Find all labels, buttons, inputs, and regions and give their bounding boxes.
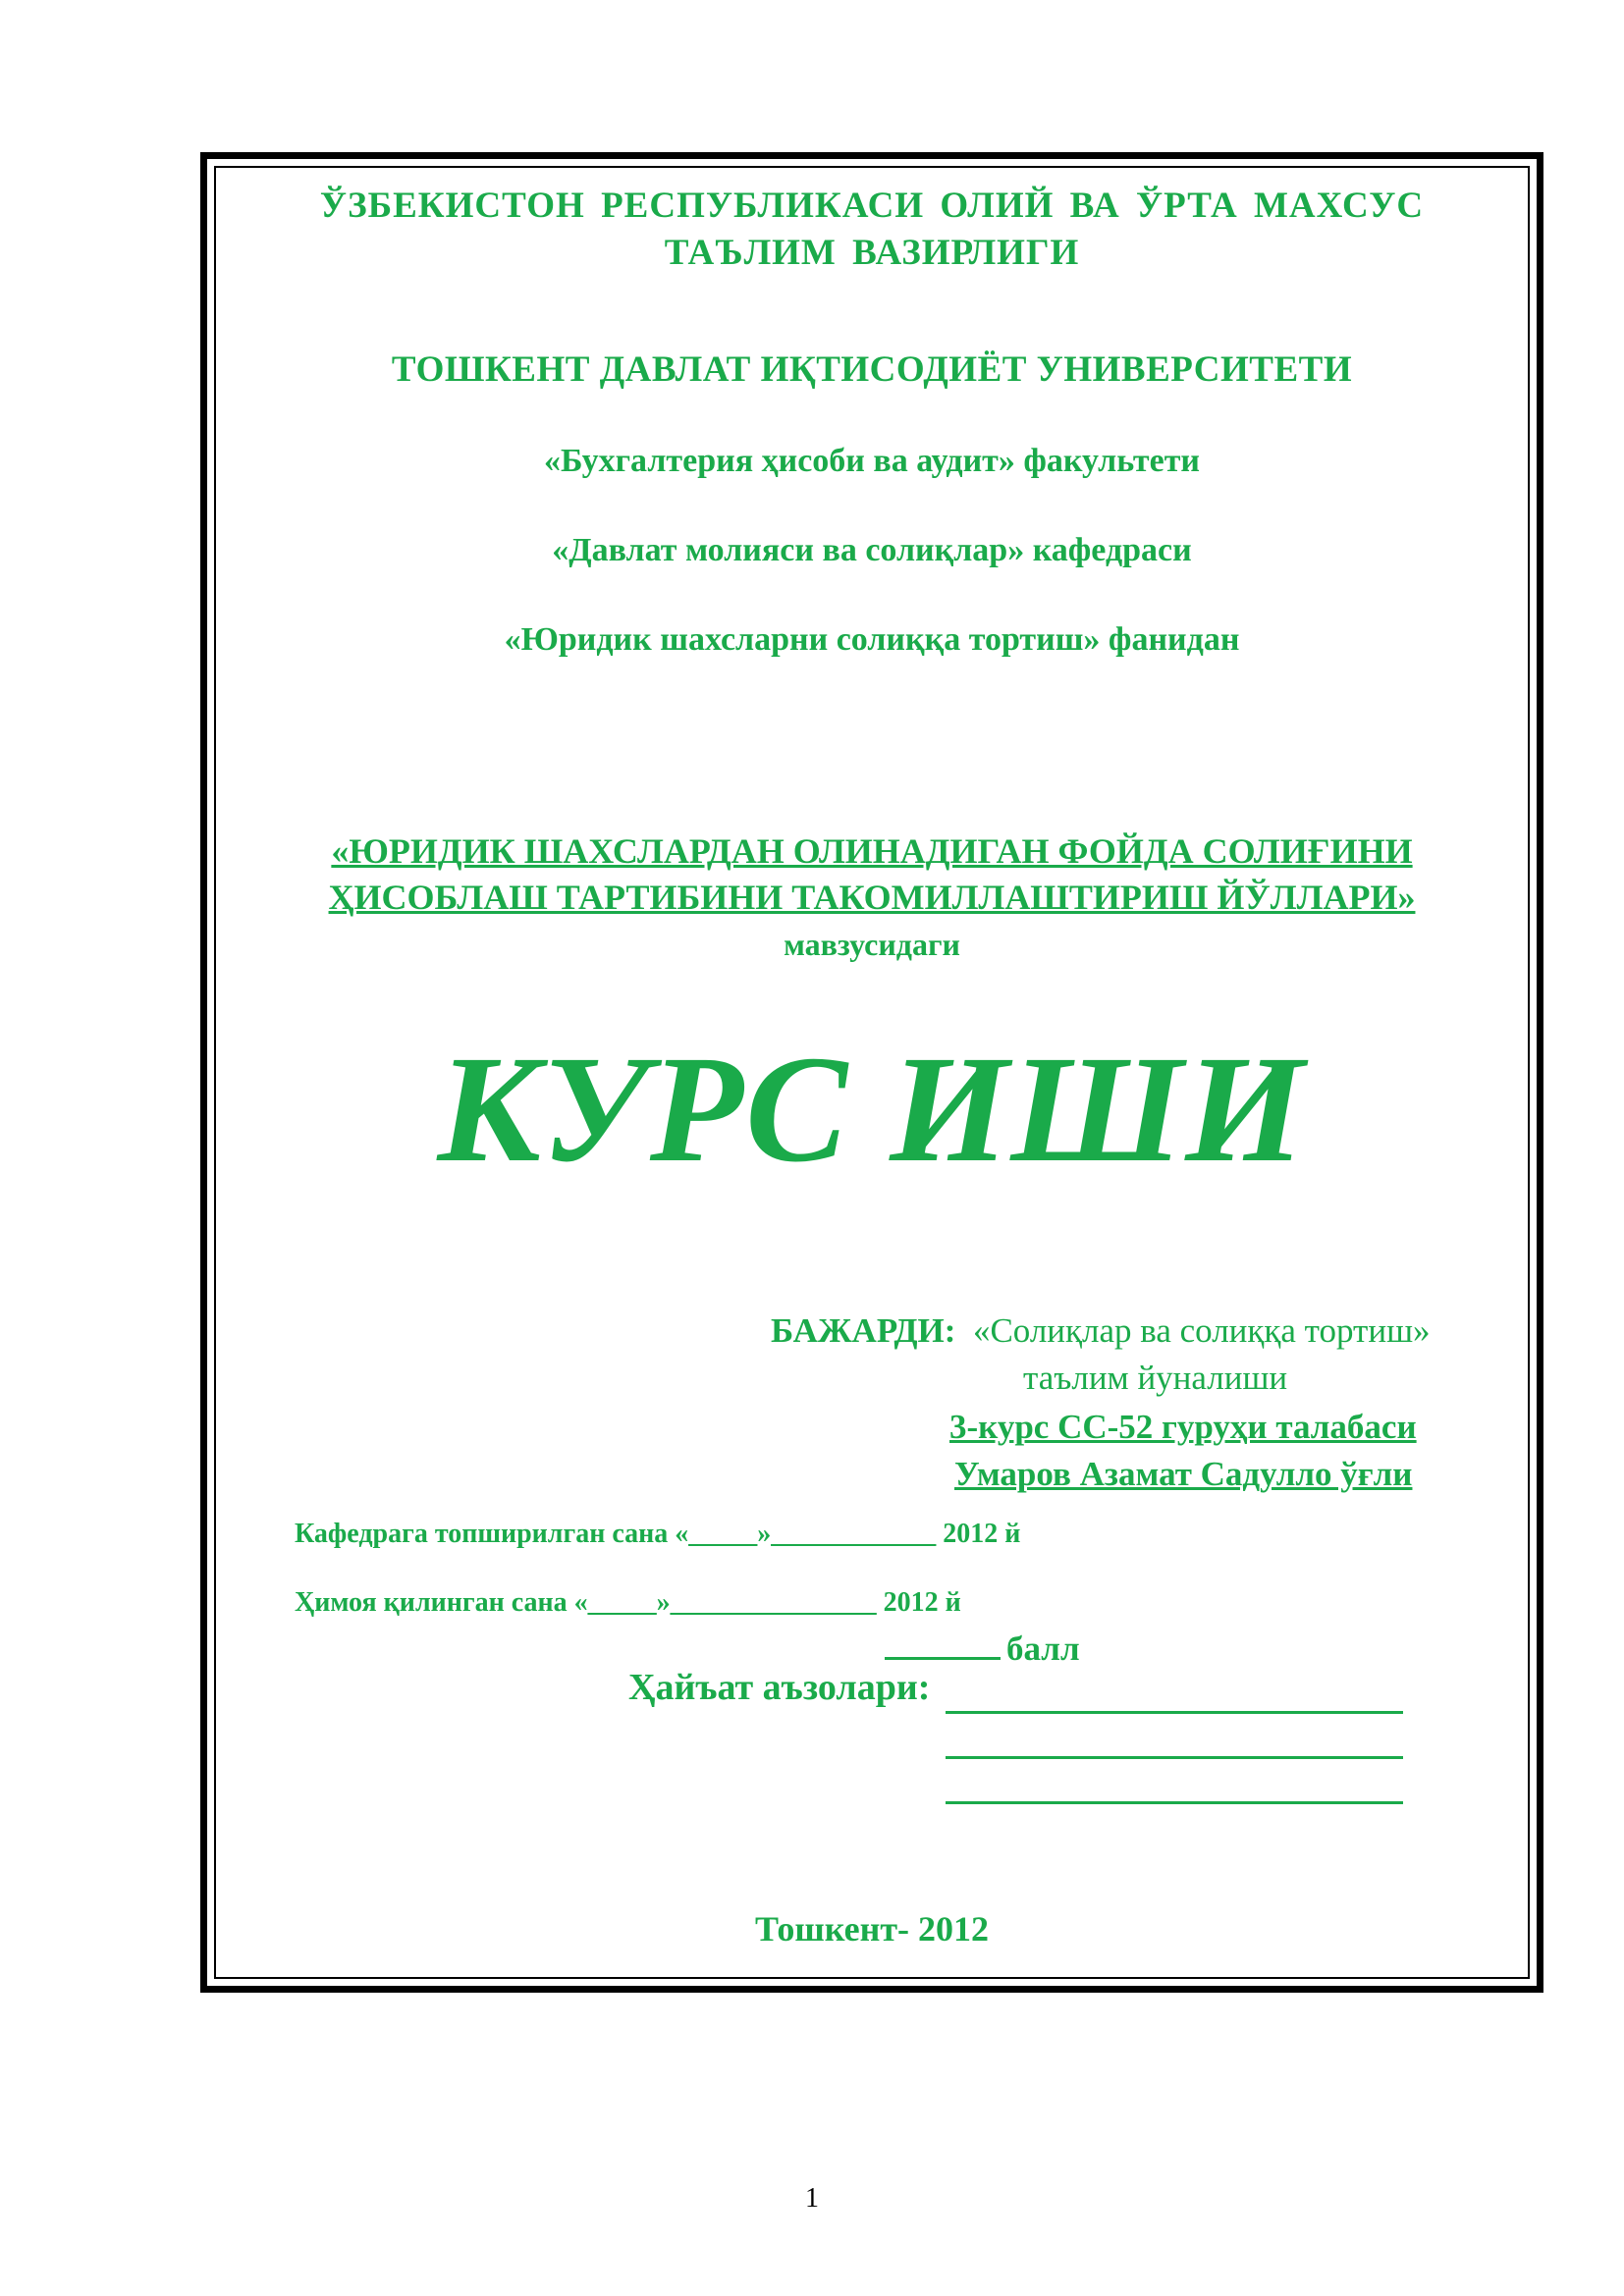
ministry-line-1: ЎЗБЕКИСТОН РЕСПУБЛИКАСИ ОЛИЙ ВА ЎРТА МАХСУС <box>319 186 1425 226</box>
direction-line-1: «Солиқлар ва солиққа тортиш» <box>972 1311 1431 1350</box>
topic-suffix: мавзусидаги <box>784 927 960 962</box>
page-number: 1 <box>805 2183 819 2214</box>
commission-blank-1 <box>946 1711 1403 1714</box>
student-group: 3-курс СС-52 гуруҳи талабаси <box>949 1408 1417 1446</box>
department-name: «Давлат молияси ва солиқлар» кафедраси <box>552 532 1192 568</box>
score-line <box>885 1624 1080 1669</box>
commission-blank-3 <box>946 1801 1403 1804</box>
author-label-line <box>771 1308 1431 1354</box>
topic-line-1: «ЮРИДИК ШАХСЛАРДАН ОЛИНАДИГАН ФОЙДА СОЛИҒИНИ <box>331 831 1413 871</box>
city-year: Тошкент- 2012 <box>754 1909 990 1949</box>
score-blank <box>885 1624 1001 1660</box>
subject-name: «Юридик шахсларни солиққа тортиш» фанидан <box>504 621 1240 658</box>
commission-label: Ҳайъат аъзолари: <box>628 1667 931 1708</box>
topic-line-2: ҲИСОБЛАШ ТАРТИБИНИ ТАКОМИЛЛАШТИРИШ ЙЎЛЛАРИ» <box>328 878 1416 917</box>
page-border <box>200 152 1543 1993</box>
commission-blank-2 <box>946 1756 1403 1759</box>
defense-date-line: Ҳимоя қилинган сана «_____»_______________ 2012 й <box>295 1587 961 1618</box>
university-name: ТОШКЕНТ ДАВЛАТ ИҚТИСОДИЁТ УНИВЕРСИТЕТИ <box>391 349 1353 390</box>
faculty-name: «Бухгалтерия ҳисоби ва аудит» факультети <box>543 443 1200 479</box>
submission-date-line: Кафедрага топширилган сана «_____»____________ 2012 й <box>295 1519 1021 1549</box>
student-name: Умаров Азамат Садулло ўғли <box>954 1455 1413 1493</box>
score-label: балл <box>1006 1629 1080 1668</box>
ministry-heading <box>207 183 1537 277</box>
author-label: БАЖАРДИ: <box>771 1311 956 1350</box>
ministry-line-2: ТАЪЛИМ ВАЗИРЛИГИ <box>664 233 1080 273</box>
topic-block <box>207 828 1537 968</box>
direction-line-2: таълим йуналиши <box>1023 1359 1288 1397</box>
document-title: КУРС ИШИ <box>437 1024 1307 1194</box>
